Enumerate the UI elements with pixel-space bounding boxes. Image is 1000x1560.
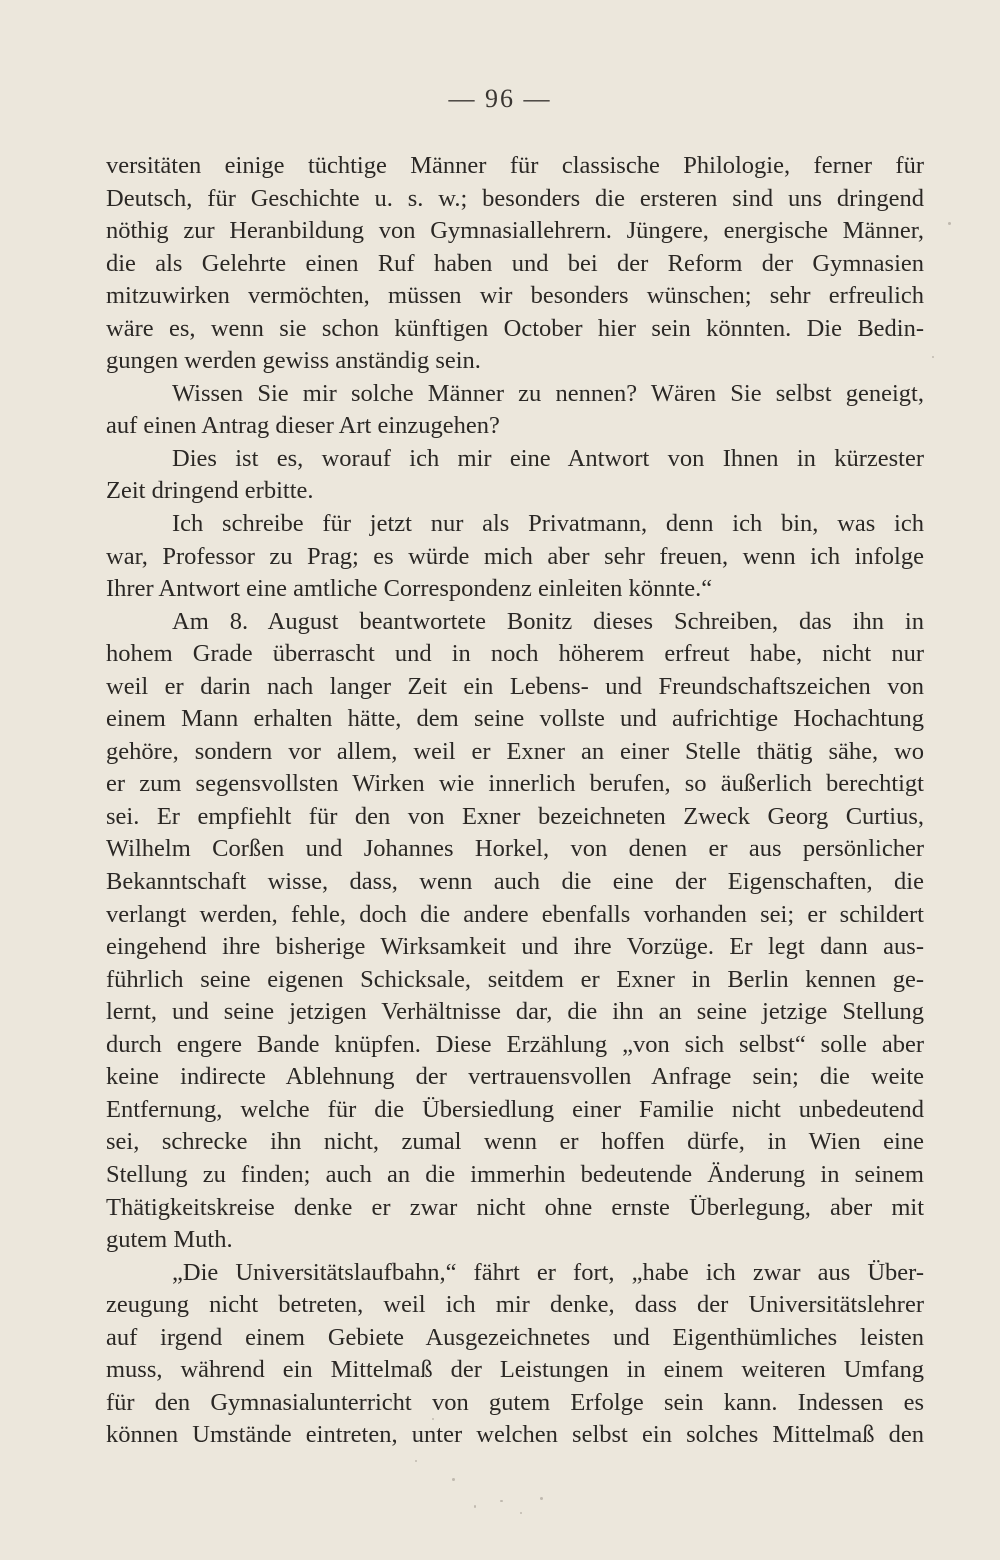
text-line: Wilhelm Corßen und Johannes Horkel, von denen er aus persönlicher <box>106 835 924 863</box>
text-line: Zeit dringend erbitte. <box>106 477 314 505</box>
paper-speck <box>932 356 934 358</box>
paper-speck <box>520 1512 522 1514</box>
paper-speck <box>474 1505 476 1508</box>
text-line: Am 8. August beantwortete Bonitz dieses Schreiben, das ihn in <box>172 607 924 635</box>
text-line: versitäten einige tüchtige Männer für classische Philologie, ferner für <box>106 152 924 179</box>
text-line: Dies ist es, worauf ich mir eine Antwort von Ihnen in kürzester <box>172 444 924 472</box>
paper-speck <box>432 1418 434 1420</box>
text-line: Ich schreibe für jetzt nur als Privatmann, denn ich bin, was ich <box>172 510 924 538</box>
text-line: auf einen Antrag dieser Art einzugehen? <box>106 412 500 440</box>
text-line: durch engere Bande knüpfen. Diese Erzählung „von sich selbst“ solle aber <box>106 1030 924 1058</box>
text-line: weil er darin nach langer Zeit ein Lebens- und Freundschaftszeichen von <box>106 672 924 700</box>
text-line: Wissen Sie mir solche Männer zu nennen? Wären Sie selbst geneigt, <box>172 379 924 407</box>
text-line: Deutsch, für Geschichte u. s. w.; besonders die ersteren sind uns dringend <box>106 184 924 212</box>
text-line: eingehend ihre bisherige Wirksamkeit und ihre Vorzüge. Er legt dann aus- <box>106 933 924 961</box>
text-line: hohem Grade überrascht und in noch höherem erfreut habe, nicht nur <box>106 640 924 668</box>
text-line: sei, schrecke ihn nicht, zumal wenn er hoffen dürfe, in Wien eine <box>106 1128 924 1156</box>
text-line: gungen werden gewiss anständig sein. <box>106 347 481 375</box>
text-line: wäre es, wenn sie schon künftigen October hier sein könnten. Die Bedin- <box>106 314 924 342</box>
text-line: „Die Universitätslaufbahn,“ fährt er fort, „habe ich zwar aus Über- <box>172 1258 924 1286</box>
text-line: die als Gelehrte einen Ruf haben und bei der Reform der Gymnasien <box>106 249 924 277</box>
text-line: war, Professor zu Prag; es würde mich aber sehr freuen, wenn ich infolge <box>106 542 924 570</box>
text-line: Stellung zu finden; auch an die immerhin bedeutende Änderung in seinem <box>106 1160 924 1188</box>
text-line: nöthig zur Heranbildung von Gymnasiallehrern. Jüngere, energische Männer, <box>106 217 924 245</box>
text-line: er zum segensvollsten Wirken wie innerlich berufen, so äußerlich berechtigt <box>106 770 924 798</box>
text-line: Bekanntschaft wisse, dass, wenn auch die eine der Eigenschaften, die <box>106 868 924 896</box>
paper-speck <box>415 1460 417 1462</box>
paper-speck <box>948 222 951 225</box>
page-number: — 96 — <box>448 84 552 113</box>
text-line: zeugung nicht betreten, weil ich mir denke, dass der Universitätslehrer <box>106 1291 924 1319</box>
text-line: Ihrer Antwort eine amtliche Correspondenz einleiten könnte.“ <box>106 575 713 603</box>
paper-speck <box>540 1497 543 1500</box>
paper-speck <box>452 1478 455 1481</box>
text-line: mitzuwirken vermöchten, müssen wir besonders wünschen; sehr erfreulich <box>106 282 924 310</box>
text-line: gutem Muth. <box>106 1226 233 1254</box>
text-line: muss, während ein Mittelmaß der Leistungen in einem weiteren Umfang <box>106 1356 924 1384</box>
paper-speck <box>500 1500 503 1502</box>
text-line: auf irgend einem Gebiete Ausgezeichnetes und Eigenthümliches leisten <box>106 1323 924 1351</box>
text-line: sei. Er empfiehlt für den von Exner bezeichneten Zweck Georg Curtius, <box>106 802 924 830</box>
text-line: führlich seine eigenen Schicksale, seitdem er Exner in Berlin kennen ge- <box>106 965 924 993</box>
text-line: verlangt werden, fehle, doch die andere ebenfalls vorhanden sei; er schildert <box>106 900 924 928</box>
text-line: Entfernung, welche für die Übersiedlung einer Familie nicht unbedeutend <box>106 1095 924 1123</box>
text-line: für den Gymnasialunterricht von gutem Erfolge sein kann. Indessen es <box>106 1388 924 1416</box>
text-line: Thätigkeitskreise denke er zwar nicht ohne ernste Überlegung, aber mit <box>106 1193 924 1221</box>
text-line: lernt, und seine jetzigen Verhältnisse dar, die ihn an seine jetzige Stellung <box>106 998 924 1026</box>
body-text <box>106 150 924 1452</box>
text-line: gehöre, sondern vor allem, weil er Exner an einer Stelle thätig sähe, wo <box>106 737 924 765</box>
text-line: einem Mann erhalten hätte, dem seine vollste und aufrichtige Hochachtung <box>106 705 924 733</box>
text-line: können Umstände eintreten, unter welchen selbst ein solches Mittelmaß den <box>106 1421 924 1449</box>
text-line: keine indirecte Ablehnung der vertrauensvollen Anfrage sein; die weite <box>106 1063 924 1091</box>
